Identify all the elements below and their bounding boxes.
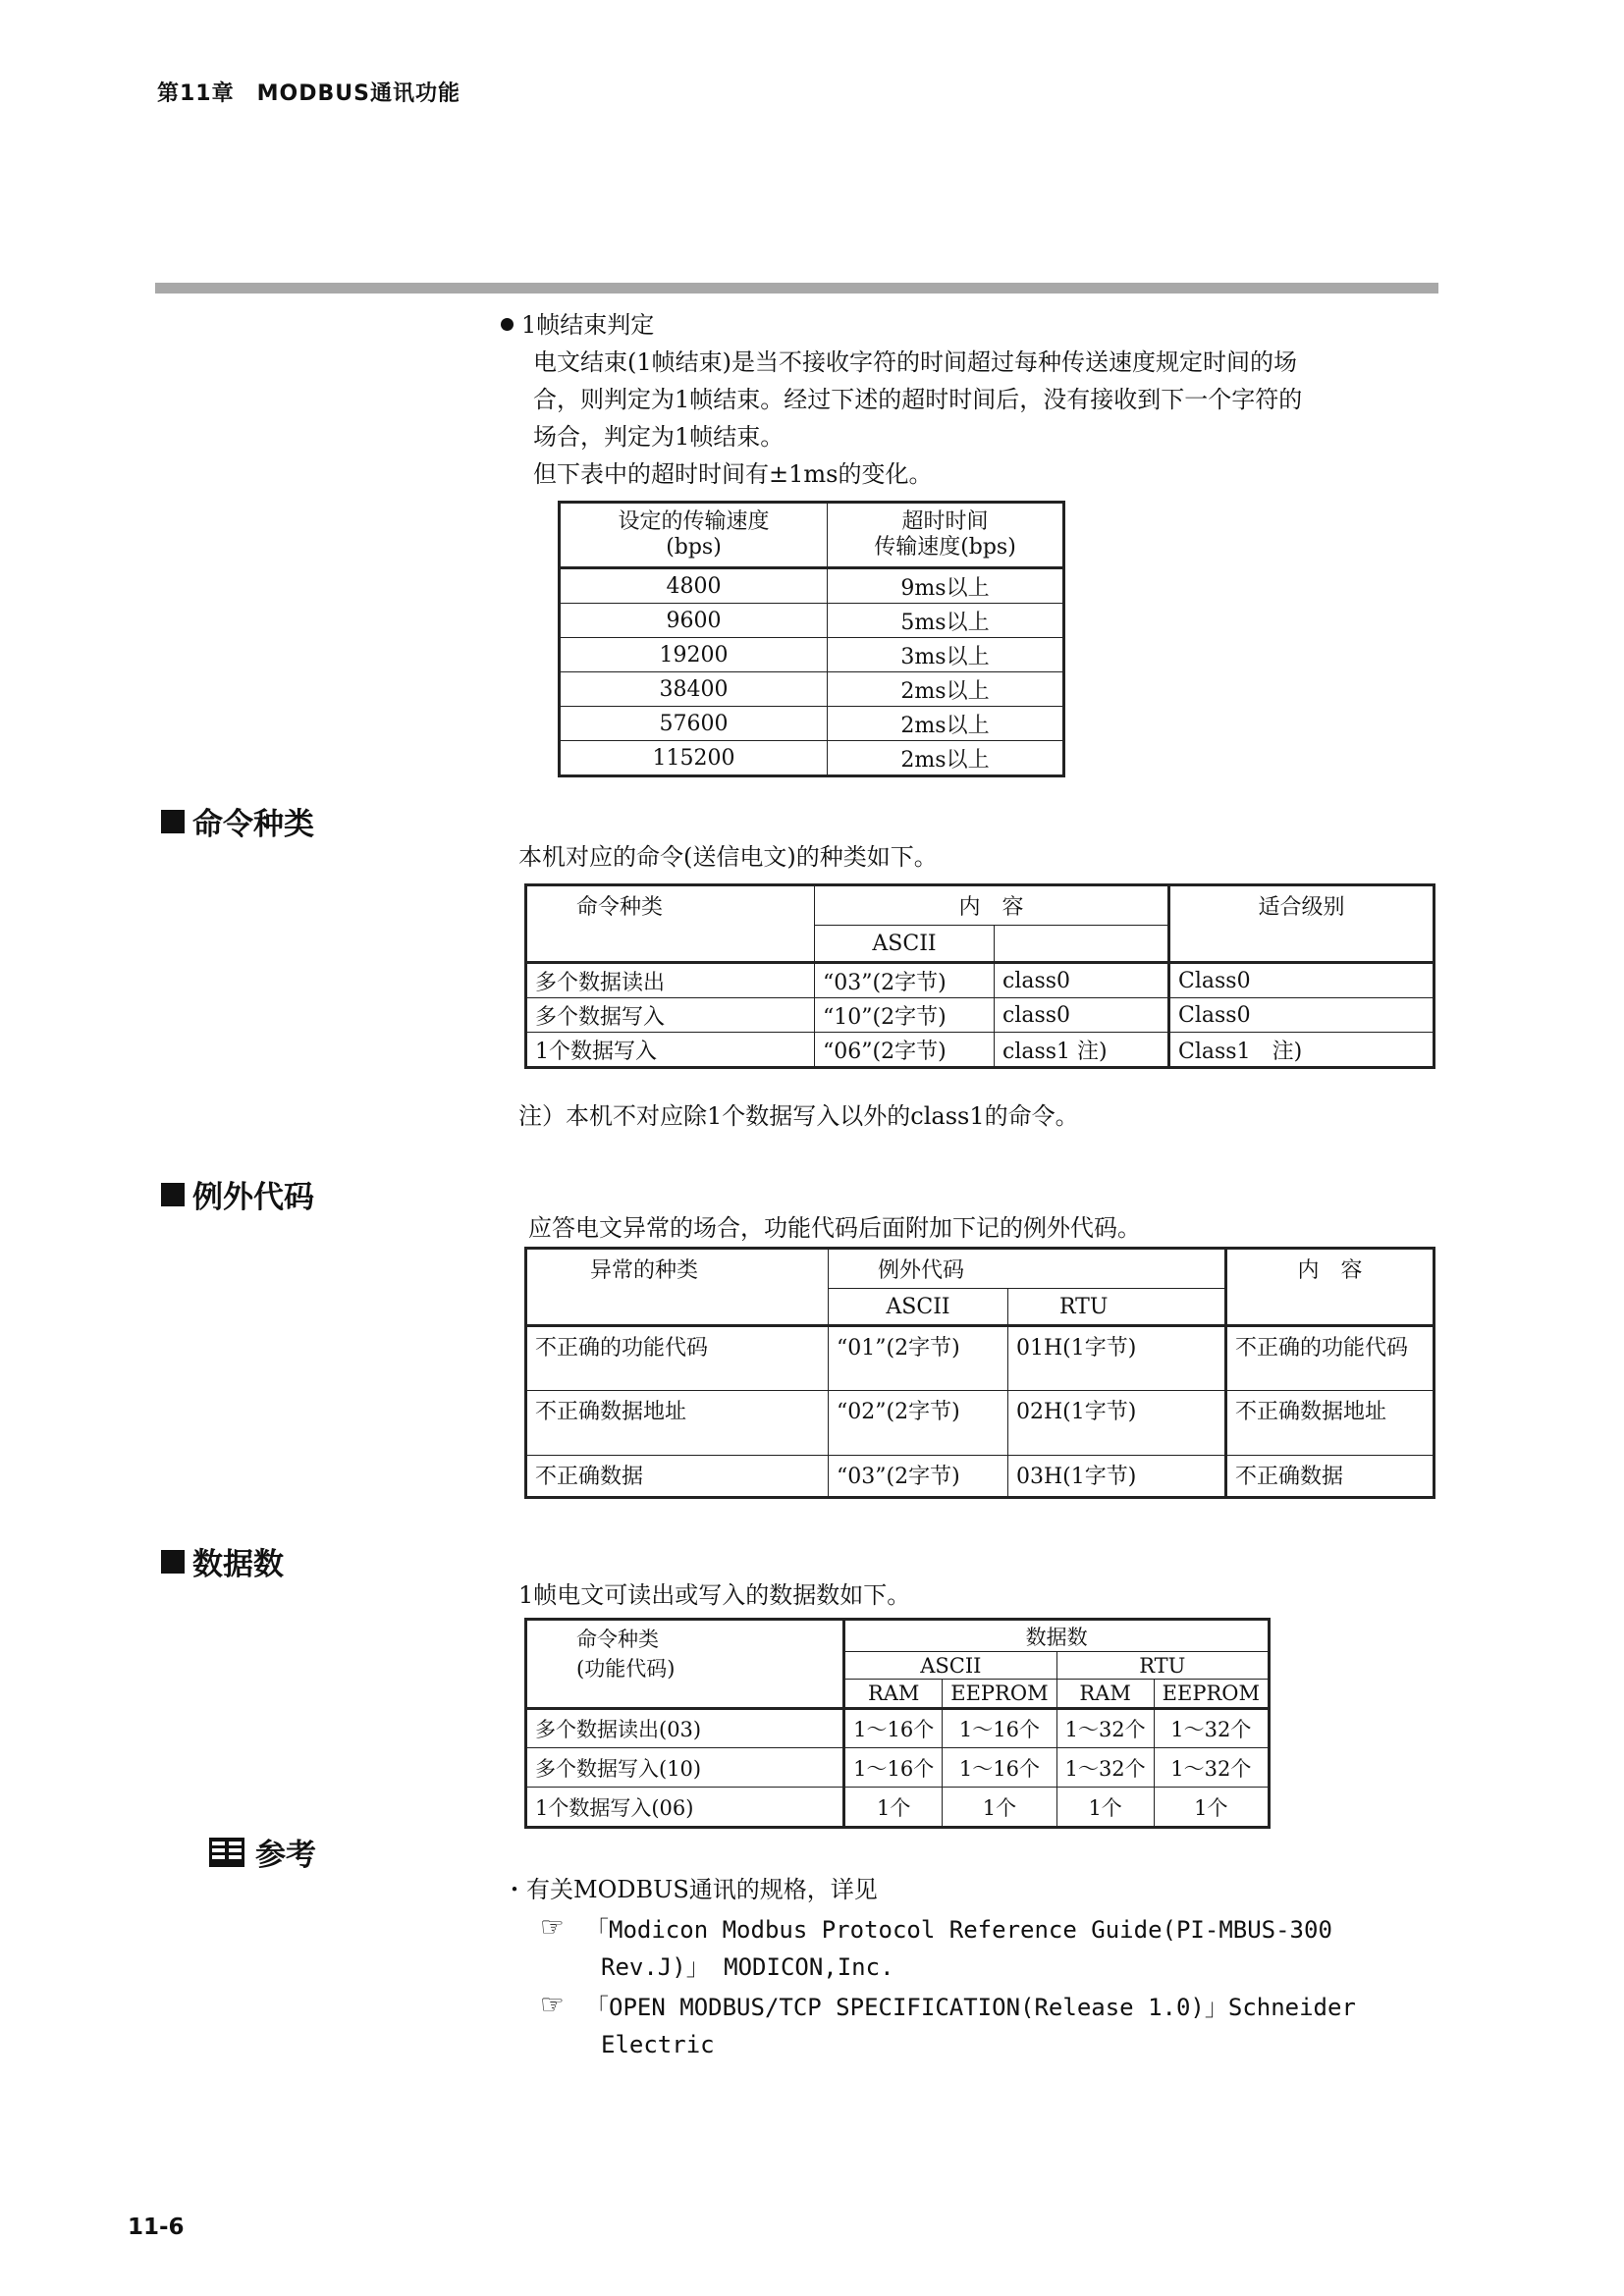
table-row <box>561 707 1063 741</box>
reference-item-line: 「OPEN MODBUS/TCP SPECIFICATION(Release 1.0)」Schneider <box>585 1994 1356 2021</box>
header-command-type-label: 命令种类 <box>576 1628 659 1651</box>
table-header-row <box>527 886 1434 926</box>
header-rtu-eeprom: EEPROM <box>1154 1680 1268 1709</box>
ascii-cell: “02”(2字节) <box>829 1391 1008 1456</box>
level-cell: Class0 <box>1169 963 1434 998</box>
exception-cell: 不正确的功能代码 <box>527 1326 829 1391</box>
frame-end-line: 但下表中的超时时间有±1ms的变化。 <box>533 460 933 488</box>
ascii-cell: “03”(2字节) <box>815 963 995 998</box>
reference-heading <box>208 1830 316 1874</box>
reference-title: 参考 <box>255 1838 316 1873</box>
frame-end-line: 合，则判定为1帧结束。经过下述的超时时间后，没有接收到下一个字符的 <box>533 386 1303 413</box>
speed-cell: 57600 <box>561 707 828 741</box>
table-row <box>561 568 1063 604</box>
header-rtu-ram: RAM <box>1056 1680 1154 1709</box>
table-row <box>527 1456 1434 1497</box>
count-cell: 1～32个 <box>1056 1748 1154 1788</box>
timeout-cell: 5ms以上 <box>828 604 1063 638</box>
ascii-cell: “10”(2字节) <box>815 998 995 1033</box>
header-command-type <box>527 1621 844 1709</box>
command-cell: 1个数据写入 <box>527 1033 815 1067</box>
header-class: 适合级别 <box>1169 886 1434 963</box>
table-row <box>527 1748 1269 1788</box>
class-cell: class0 <box>995 998 1169 1033</box>
reference-list <box>542 1908 1356 2063</box>
ascii-cell: “06”(2字节) <box>815 1033 995 1067</box>
table-row <box>561 672 1063 707</box>
frame-end-line: 电文结束(1帧结束)是当不接收字符的时间超过每种传送速度规定时间的场 <box>533 348 1297 376</box>
count-cell: 1～16个 <box>844 1748 943 1788</box>
reference-intro: ・有关MODBUS通讯的规格，详见 <box>503 1876 878 1903</box>
data-count-intro: 1帧电文可读出或写入的数据数如下。 <box>518 1581 911 1609</box>
speed-cell: 19200 <box>561 638 828 672</box>
section-rule <box>155 283 1438 294</box>
pointing-hand-icon: ☞ <box>542 1907 563 1947</box>
content-cell: 不正确数据 <box>1226 1456 1434 1497</box>
class-cell: class0 <box>995 963 1169 998</box>
table-header-row <box>527 1621 1269 1652</box>
frame-end-title: 1帧结束判定 <box>521 311 655 339</box>
pointing-hand-icon: ☞ <box>542 1985 563 2024</box>
header-exception-type: 异常的种类 <box>527 1250 829 1326</box>
command-cell: 1个数据写入(06) <box>527 1788 844 1827</box>
table-header-row <box>527 1250 1434 1289</box>
square-bullet-icon <box>161 1550 185 1574</box>
table-row <box>561 741 1063 775</box>
reference-item-line: Rev.J)」 MODICON,Inc. <box>601 1953 894 1981</box>
data-count-table <box>526 1620 1269 1827</box>
exception-cell: 不正确数据 <box>527 1456 829 1497</box>
commands-table <box>526 885 1434 1067</box>
level-cell: Class1 注) <box>1169 1033 1434 1067</box>
page-number: 11-6 <box>128 2215 185 2240</box>
count-cell: 1个 <box>1056 1788 1154 1827</box>
command-cell: 多个数据写入(10) <box>527 1748 844 1788</box>
speed-cell: 9600 <box>561 604 828 638</box>
timeout-cell: 9ms以上 <box>828 568 1063 604</box>
table-row <box>527 1709 1269 1748</box>
header-rtu: RTU <box>1056 1652 1268 1680</box>
frame-end-paragraph <box>533 344 1302 493</box>
count-cell: 1～32个 <box>1056 1709 1154 1748</box>
count-cell: 1～16个 <box>844 1709 943 1748</box>
header-exception-code: 例外代码 <box>829 1250 1226 1289</box>
speed-cell: 115200 <box>561 741 828 775</box>
bullet-icon <box>501 318 514 331</box>
frame-end-line: 场合，判定为1帧结束。 <box>533 423 785 451</box>
header-empty <box>995 926 1169 963</box>
header-ascii-ram: RAM <box>844 1680 943 1709</box>
table-row <box>527 998 1434 1033</box>
count-cell: 1个 <box>844 1788 943 1827</box>
square-bullet-icon <box>161 1183 185 1206</box>
exceptions-table <box>526 1249 1434 1497</box>
chapter-header: 第11章 MODBUS通讯功能 <box>157 81 460 106</box>
timeout-table <box>560 503 1063 775</box>
table-row <box>527 963 1434 998</box>
level-cell: Class0 <box>1169 998 1434 1033</box>
timeout-cell: 2ms以上 <box>828 672 1063 707</box>
timeout-cell: 3ms以上 <box>828 638 1063 672</box>
table-row <box>527 1788 1269 1827</box>
exceptions-intro: 应答电文异常的场合，功能代码后面附加下记的例外代码。 <box>528 1214 1141 1242</box>
frame-end-title-row <box>501 306 654 344</box>
content-cell: 不正确的功能代码 <box>1226 1326 1434 1391</box>
content-cell: 不正确数据地址 <box>1226 1391 1434 1456</box>
ascii-cell: “01”(2字节) <box>829 1326 1008 1391</box>
count-cell: 1～32个 <box>1154 1709 1268 1748</box>
header-ascii: ASCII <box>815 926 995 963</box>
header-command-type: 命令种类 <box>527 886 815 963</box>
rtu-cell: 02H(1字节) <box>1008 1391 1226 1456</box>
rtu-cell: 01H(1字节) <box>1008 1326 1226 1391</box>
header-ascii-eeprom: EEPROM <box>943 1680 1056 1709</box>
header-timeout: 超时时间 传输速度(bps) <box>828 504 1063 568</box>
exceptions-heading <box>161 1172 314 1216</box>
count-cell: 1～32个 <box>1154 1748 1268 1788</box>
reference-item-line: Electric <box>601 2031 715 2058</box>
table-row <box>527 1326 1434 1391</box>
count-cell: 1～16个 <box>943 1709 1056 1748</box>
exceptions-title: 例外代码 <box>192 1180 314 1215</box>
header-data-count: 数据数 <box>844 1621 1269 1652</box>
speed-cell: 4800 <box>561 568 828 604</box>
book-icon <box>208 1836 245 1869</box>
speed-cell: 38400 <box>561 672 828 707</box>
header-content: 内 容 <box>815 886 1169 926</box>
reference-item-line: 「Modicon Modbus Protocol Reference Guide(PI-MBUS-300 <box>585 1916 1332 1944</box>
header-ascii: ASCII <box>829 1289 1008 1326</box>
timeout-cell: 2ms以上 <box>828 741 1063 775</box>
header-ascii: ASCII <box>844 1652 1056 1680</box>
header-rtu: RTU <box>1008 1289 1226 1326</box>
rtu-cell: 03H(1字节) <box>1008 1456 1226 1497</box>
command-cell: 多个数据写入 <box>527 998 815 1033</box>
timeout-cell: 2ms以上 <box>828 707 1063 741</box>
class-cell: class1 注) <box>995 1033 1169 1067</box>
commands-title: 命令种类 <box>192 807 314 842</box>
commands-intro: 本机对应的命令(送信电文)的种类如下。 <box>518 843 938 871</box>
exception-cell: 不正确数据地址 <box>527 1391 829 1456</box>
command-cell: 多个数据读出(03) <box>527 1709 844 1748</box>
table-row <box>561 604 1063 638</box>
reference-item <box>542 1908 1356 1986</box>
count-cell: 1个 <box>943 1788 1056 1827</box>
data-count-heading <box>161 1539 284 1583</box>
data-count-title: 数据数 <box>192 1547 284 1582</box>
command-cell: 多个数据读出 <box>527 963 815 998</box>
table-row <box>561 638 1063 672</box>
count-cell: 1～16个 <box>943 1748 1056 1788</box>
table-row <box>527 1033 1434 1067</box>
count-cell: 1个 <box>1154 1788 1268 1827</box>
header-function-code-label: (功能代码) <box>576 1657 676 1681</box>
ascii-cell: “03”(2字节) <box>829 1456 1008 1497</box>
header-content: 内 容 <box>1226 1250 1434 1326</box>
reference-item <box>542 1986 1356 2063</box>
header-speed: 设定的传输速度 (bps) <box>561 504 828 568</box>
commands-note: 注）本机不对应除1个数据写入以外的class1的命令。 <box>518 1102 1079 1130</box>
square-bullet-icon <box>161 810 185 833</box>
commands-heading <box>161 799 314 843</box>
table-row <box>527 1391 1434 1456</box>
table-header-row <box>561 504 1063 568</box>
